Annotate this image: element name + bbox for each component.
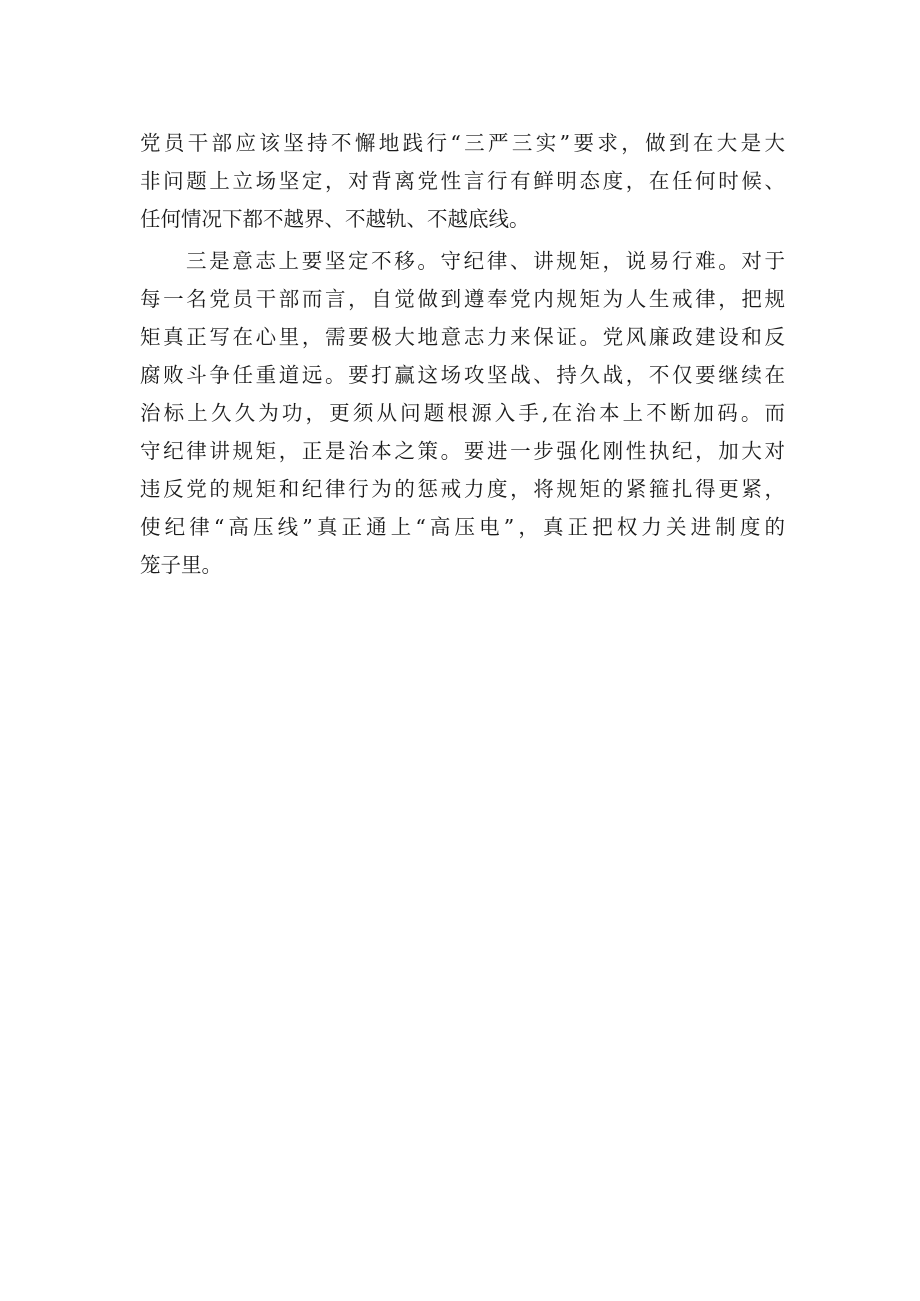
text-line: 笼子里。 <box>140 553 222 577</box>
document-body <box>140 124 785 584</box>
text-line: 腐败斗争任重道远。要打赢这场攻坚战、持久战，不仅要继续在 <box>140 363 785 387</box>
text-line: 非问题上立场坚定，对背离党性言行有鲜明态度，在任何时候、 <box>140 169 785 193</box>
text-line: 党员干部应该坚持不懈地践行“三严三实”要求，做到在大是大 <box>140 131 785 155</box>
text-line: 任何情况下都不越界、不越轨、不越底线。 <box>140 207 530 231</box>
text-line: 违反党的规矩和纪律行为的惩戒力度，将规矩的紧箍扎得更紧， <box>140 477 785 501</box>
text-line: 每一名党员干部而言，自觉做到遵奉党内规矩为人生戒律，把规 <box>140 287 785 311</box>
text-line: 三是意志上要坚定不移。守纪律、讲规矩，说易行难。对于 <box>186 249 785 273</box>
paragraph-1 <box>140 124 785 238</box>
text-line: 治标上久久为功，更须从问题根源入手,在治本上不断加码。而 <box>140 401 785 425</box>
text-line: 使纪律“高压线”真正通上“高压电”，真正把权力关进制度的 <box>140 515 785 539</box>
text-line: 矩真正写在心里，需要极大地意志力来保证。党风廉政建设和反 <box>140 325 785 349</box>
text-line: 守纪律讲规矩，正是治本之策。要进一步强化刚性执纪，加大对 <box>140 439 785 463</box>
paragraph-2 <box>140 242 785 584</box>
